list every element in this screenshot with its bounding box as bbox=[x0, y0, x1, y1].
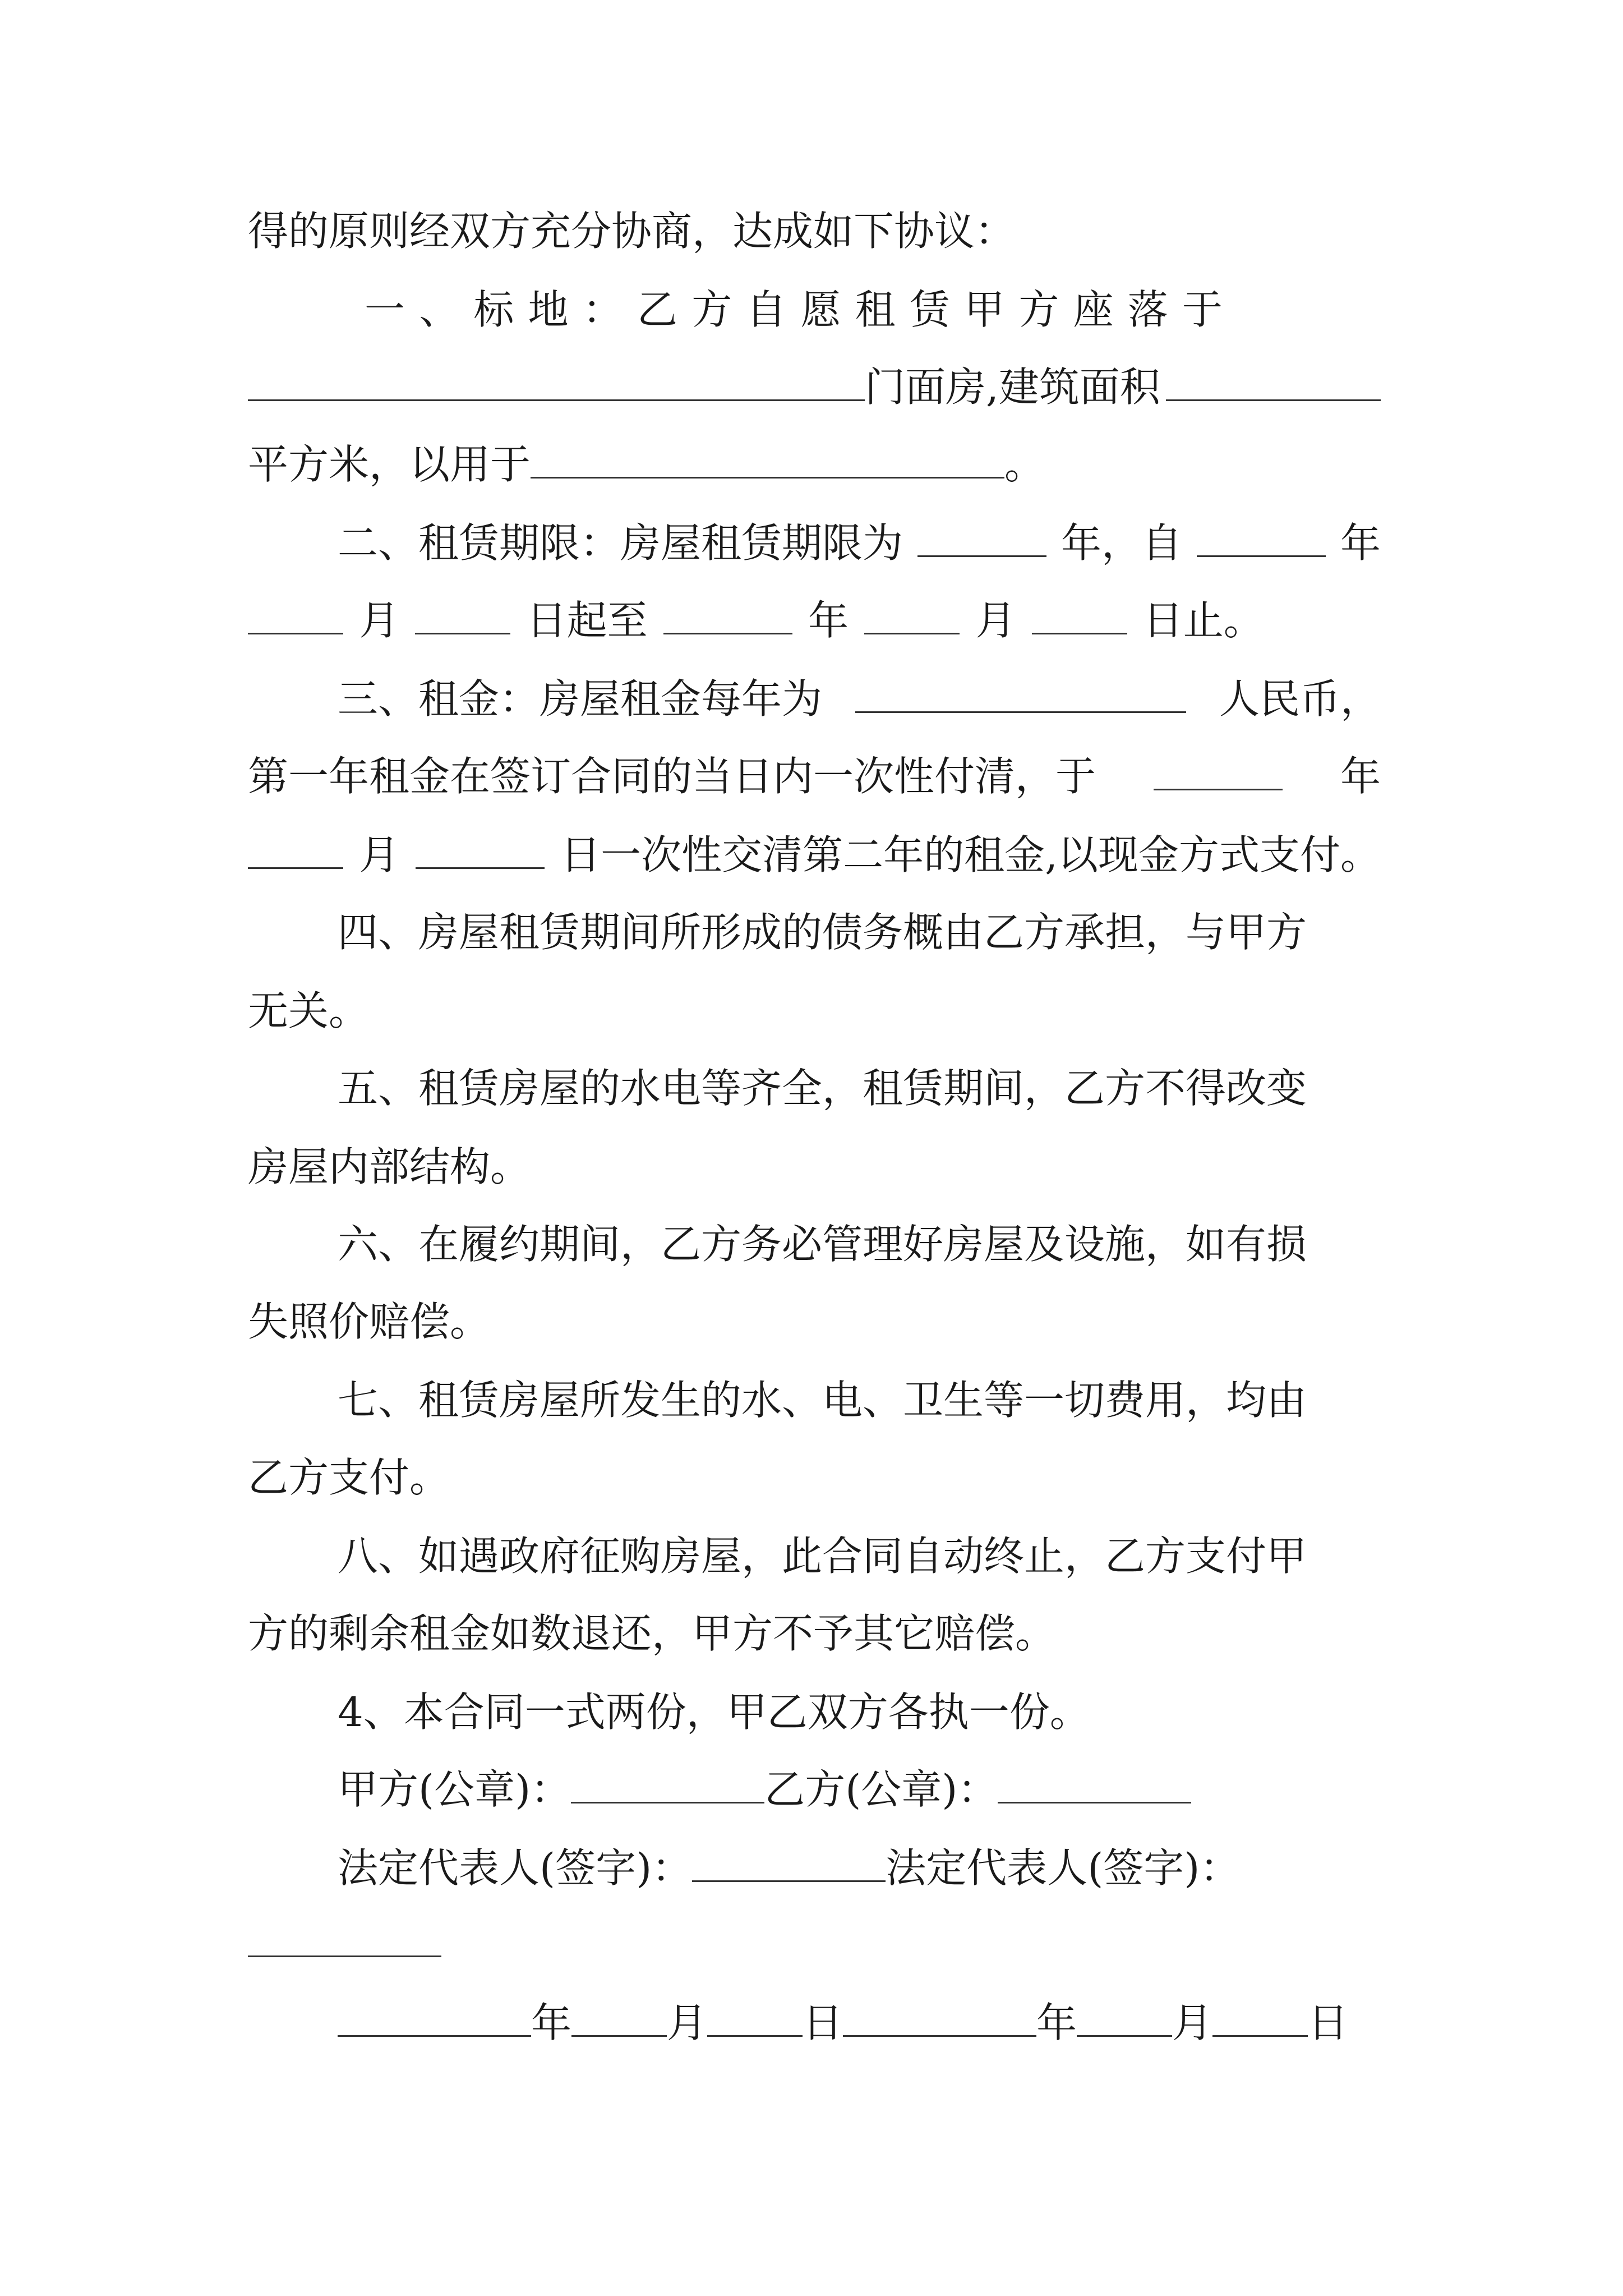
end-month-blank[interactable] bbox=[864, 595, 960, 634]
end-year-blank[interactable] bbox=[663, 595, 792, 634]
rent-amount-blank[interactable] bbox=[855, 673, 1186, 713]
clause-7-line-1: 七、租赁房屋所发生的水、电、卫生等一切费用，均由 bbox=[338, 1377, 1307, 1424]
clause-6-line-1: 六、在履约期间，乙方务必管理好房屋及设施，如有损 bbox=[338, 1221, 1307, 1268]
clause-3-line-1: 三、租金：房屋租金每年为 人民币， bbox=[338, 671, 1381, 727]
party-b-seal-blank[interactable] bbox=[998, 1764, 1191, 1803]
second-payment-day-blank[interactable] bbox=[416, 829, 545, 869]
clause-4-line-1: 四、房屋租赁期间所形成的债务概由乙方承担，与甲方 bbox=[338, 909, 1307, 956]
clause-5-line-2: 房屋内部结构。 bbox=[248, 1143, 531, 1190]
clause-3-line-2: 第一年租金在签订合同的当日内一次性付清，于 年 bbox=[248, 748, 1381, 804]
date-line: 年 月 日 年 月 日 bbox=[338, 1995, 1381, 2051]
second-payment-month-blank[interactable] bbox=[248, 829, 343, 869]
clause-copies-line: 4、本合同一式两份，甲乙双方各执一份。 bbox=[338, 1688, 1090, 1736]
party-a-year-blank[interactable] bbox=[338, 1997, 531, 2037]
area-blank[interactable] bbox=[1166, 361, 1381, 401]
second-payment-year-blank[interactable] bbox=[1154, 751, 1283, 790]
party-a-seal-blank[interactable] bbox=[571, 1764, 764, 1803]
party-b-day-blank[interactable] bbox=[1212, 1997, 1308, 2037]
term-years-blank[interactable] bbox=[917, 517, 1046, 557]
party-b-month-blank[interactable] bbox=[1077, 1997, 1172, 2037]
start-year-blank[interactable] bbox=[1197, 517, 1326, 557]
clause-8-line-2: 方的剩余租金如数退还，甲方不予其它赔偿。 bbox=[248, 1610, 1056, 1657]
clause-1-line-3: 平方米，以用于 。 bbox=[248, 436, 1381, 493]
start-day-blank[interactable] bbox=[415, 595, 510, 634]
seal-line: 甲方(公章)： 乙方(公章)： bbox=[338, 1761, 1381, 1818]
clause-2-line-2: 月 日起至 年 月 日止。 bbox=[248, 592, 1381, 648]
clause-3-line-3: 月 日一次性交清第二年的租金,以现金方式支付。 bbox=[248, 827, 1381, 883]
clause-2-line-1: 二、租赁期限：房屋租赁期限为 年，自 年 bbox=[338, 515, 1381, 571]
start-month-blank[interactable] bbox=[248, 595, 343, 634]
clause-7-line-2: 乙方支付。 bbox=[248, 1454, 450, 1501]
party-b-signature-blank[interactable] bbox=[248, 1955, 441, 1957]
intro-line: 得的原则经双方充分协商，达成如下协议： bbox=[248, 208, 1016, 255]
clause-6-line-2: 失照价赔偿。 bbox=[248, 1298, 491, 1345]
party-a-month-blank[interactable] bbox=[571, 1997, 667, 2037]
clause-8-line-1: 八、如遇政府征购房屋，此合同自动终止，乙方支付甲 bbox=[338, 1533, 1307, 1580]
party-b-year-blank[interactable] bbox=[843, 1997, 1036, 2037]
end-day-blank[interactable] bbox=[1032, 595, 1127, 634]
clause-1-line-1: 一、标地：乙方自愿租赁甲方座落于 bbox=[365, 286, 1237, 333]
party-a-day-blank[interactable] bbox=[707, 1997, 803, 2037]
clause-5-line-1: 五、租赁房屋的水电等齐全，租赁期间，乙方不得改变 bbox=[338, 1065, 1307, 1112]
clause-1-line-2: 门面房,建筑面积 bbox=[248, 359, 1381, 415]
signature-line: 法定代表人(签字)： 法定代表人(签字)： bbox=[338, 1840, 1381, 1896]
location-blank[interactable] bbox=[248, 361, 865, 401]
clause-4-line-2: 无关。 bbox=[248, 987, 370, 1034]
party-a-signature-blank[interactable] bbox=[692, 1842, 886, 1882]
purpose-blank[interactable] bbox=[531, 439, 1004, 478]
